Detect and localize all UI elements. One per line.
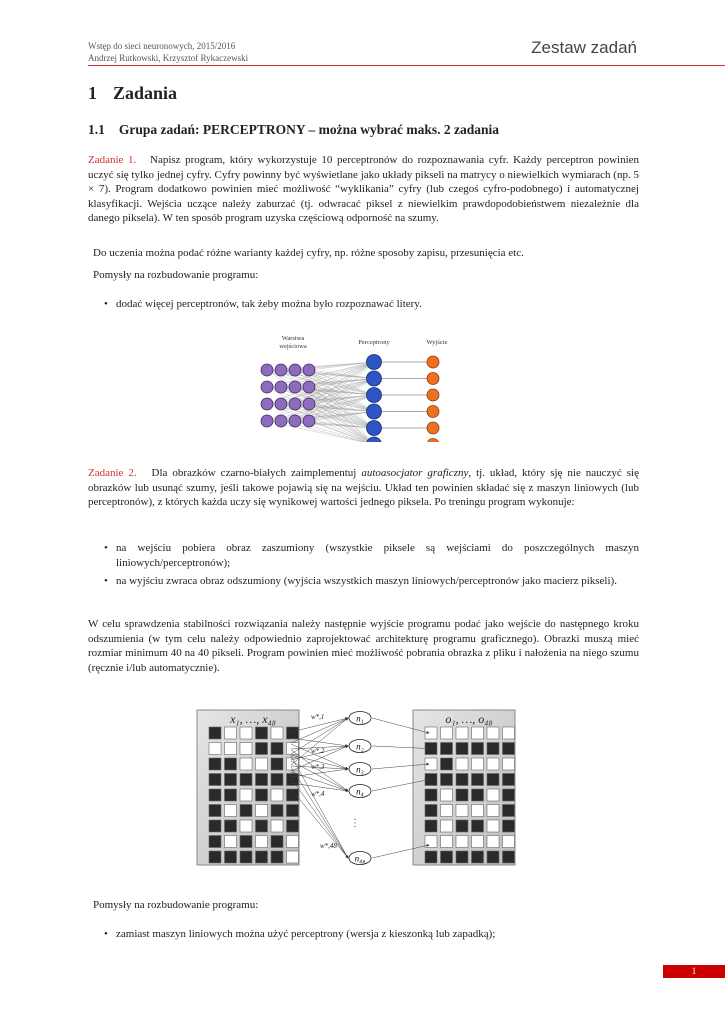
pixel [472, 851, 484, 863]
task2-emphasis: autoasocjator graficzny [361, 467, 469, 479]
pixel [441, 836, 453, 848]
pixel [441, 820, 453, 832]
task2-bullet-list [88, 541, 639, 593]
pixel [256, 727, 268, 739]
input-neuron [275, 398, 287, 410]
pixel [472, 805, 484, 817]
perceptron-layer-label: Perceptrony [358, 339, 390, 346]
input-neuron [303, 381, 315, 393]
input-neuron [261, 415, 273, 427]
pixel [225, 820, 237, 832]
perceptron-neuron [367, 371, 382, 386]
pixel [441, 805, 453, 817]
pixel [503, 758, 515, 770]
neuron-label: n₂ [356, 741, 364, 752]
page-number: 1 [663, 965, 725, 978]
input-layer-label-1: Warstwa [281, 335, 305, 342]
pixel [209, 836, 221, 848]
pixel [240, 774, 252, 786]
pixel [472, 789, 484, 801]
task2-label: Zadanie 2. [88, 467, 137, 479]
pixel [209, 789, 221, 801]
task2-paragraph-2: W celu sprawdzenia stabilności rozwiązania należy następnie wyjście programu podać jako wejście do następnego kroku odszumienia (w tym celu należy odpowiednio zaprojektować architekturę programu graficznego). Obrazki muszą mieć rozmiar minimum 40 na 40 pikseli. Program powinien mieć możliwość pobrania obrazka z pliku i nałożenia na niego szumu (ręcznie i/lub automatycznie). [88, 618, 639, 674]
pixel [256, 851, 268, 863]
authors: Andrzej Rutkowski, Krzysztof Rykaczewski [88, 53, 249, 63]
output-layer-label: Wyjście [426, 339, 448, 346]
output-neuron [427, 389, 439, 401]
pixel [209, 774, 221, 786]
pixel [209, 820, 221, 832]
pixel [287, 851, 299, 863]
pixel [456, 805, 468, 817]
pixel [472, 743, 484, 755]
pixel [441, 851, 453, 863]
pixel [487, 727, 499, 739]
perceptron-network-figure [255, 330, 455, 442]
pixel [287, 820, 299, 832]
task2-ideas-heading: Pomysły na rozbudowanie programu: [93, 899, 259, 911]
weight-label: w*,2 [311, 747, 325, 755]
pixel [287, 727, 299, 739]
pixel [503, 820, 515, 832]
pixel [425, 789, 437, 801]
pixel [271, 727, 283, 739]
task1-text: Napisz program, który wykorzystuje 10 perceptronów do rozpoznawania cyfr. Każdy perceptron powinien uczyć się tylko jednej cyfry. Cyfry powinny być wyświetlane jako układy pikseli na matrycy o niewielkich wymiarach (np. 5 × 7). Program dodatkowo powinien mieć możliwość “wyklikania” cyfry (lub czegoś cyfro-podobnego) i automatycznej klasyfikacji. Wejścia uczące należy zaburzać (tj. odwracać piksel z niewielkim prawdopodobieństwem niezależnie dla danego piksela). W ten sposób program uzyska częściową odporność na szumy. [88, 154, 640, 224]
input-neuron [289, 415, 301, 427]
task1-ideas-heading: Pomysły na rozbudowanie programu: [93, 269, 259, 281]
weight-arrow [291, 772, 348, 791]
weight-label: w*,4 [311, 790, 325, 798]
pixel [487, 805, 499, 817]
pixel [487, 820, 499, 832]
pixel [256, 743, 268, 755]
pixel [441, 727, 453, 739]
output-neuron [427, 356, 439, 368]
running-header [88, 40, 248, 64]
weight-arrow [291, 738, 348, 746]
pixel [487, 758, 499, 770]
pixel [240, 789, 252, 801]
list-item: • na wejściu pobiera obraz zaszumiony (wszystkie piksele są wejściami do poszczególnych maszyn liniowych/perceptronów); [88, 541, 639, 570]
pixel [271, 836, 283, 848]
output-neuron [427, 422, 439, 434]
pixel [271, 743, 283, 755]
pixel [487, 851, 499, 863]
course-name: Wstęp do sieci neuronowych, 2015/2016 [88, 41, 236, 51]
pixel [209, 743, 221, 755]
pixel [456, 743, 468, 755]
input-vector-title: x₁, …, x₄₈ [230, 712, 276, 726]
pixel [225, 805, 237, 817]
pixel [456, 774, 468, 786]
input-layer-label-2: wejściowa [279, 343, 307, 350]
task2-text-b: , tj. układ, który sję nie nauczyć się obrazków lub usunąć szumy, jeśli takowe pojawią się na wejściu. Układ ten powinien składać się z maszyn liniowych (lub perceptronów), z których każda uczy się wynikowej wartości jednego piksela. Po treningu program wykonuje: [88, 467, 639, 508]
pixel [503, 805, 515, 817]
pixel [240, 743, 252, 755]
pixel [225, 851, 237, 863]
task1-bullet-list [88, 297, 639, 316]
subsection-heading [88, 122, 499, 138]
pixel [271, 851, 283, 863]
perceptron-neuron [367, 421, 382, 436]
input-neuron [275, 415, 287, 427]
pixel [256, 758, 268, 770]
section-title: Zadania [113, 83, 178, 103]
autoassociator-figure [195, 700, 535, 875]
pixel [456, 758, 468, 770]
list-item: • dodać więcej perceptronów, tak żeby można było rozpoznawać litery. [88, 297, 639, 312]
pixel [271, 789, 283, 801]
neuron-label: n₃ [356, 764, 364, 775]
list-item: • na wyjściu zwraca obraz odszumiony (wyjścia wszystkich maszyn liniowych/perceptronów jako macierz pikseli). [88, 574, 639, 589]
section-heading [88, 83, 177, 104]
pixel [209, 851, 221, 863]
task2-paragraph [88, 466, 639, 510]
pixel [256, 805, 268, 817]
pixel [425, 805, 437, 817]
pixel [225, 836, 237, 848]
perceptron-neuron [367, 355, 382, 370]
pixel [225, 727, 237, 739]
pixel [425, 851, 437, 863]
pixel [503, 774, 515, 786]
input-neuron [303, 398, 315, 410]
task1-paragraph [88, 153, 639, 226]
pixel [225, 758, 237, 770]
pixel [256, 789, 268, 801]
output-vector-title: o₁, …, o₄₈ [445, 712, 493, 726]
pixel [487, 836, 499, 848]
input-neuron [289, 398, 301, 410]
pixel [287, 805, 299, 817]
header-rule [88, 65, 725, 66]
perceptron-neuron [367, 388, 382, 403]
pixel [441, 789, 453, 801]
pixel [256, 774, 268, 786]
pixel [503, 789, 515, 801]
neuron-label: n₄ [356, 786, 364, 797]
pixel [240, 758, 252, 770]
pixel [425, 774, 437, 786]
subsection-number: 1.1 [88, 122, 105, 137]
pixel [456, 851, 468, 863]
pixel [503, 836, 515, 848]
task2-text-a: Dla obrazków czarno-białych zaimplementuj [151, 467, 357, 479]
pixel [472, 758, 484, 770]
input-neuron [289, 364, 301, 376]
weight-label: w*,48 [320, 842, 337, 850]
pixel [472, 820, 484, 832]
output-neuron [427, 406, 439, 418]
input-neuron [261, 364, 273, 376]
pixel [209, 805, 221, 817]
weight-label: w*,1 [311, 713, 325, 721]
pixel [441, 743, 453, 755]
pixel [225, 743, 237, 755]
pixel [441, 758, 453, 770]
input-neuron [275, 381, 287, 393]
input-neuron [303, 364, 315, 376]
pixel [472, 727, 484, 739]
pixel [209, 758, 221, 770]
neuron-nodes [311, 712, 371, 865]
perceptron-neuron [367, 404, 382, 419]
pixel [456, 820, 468, 832]
pixel [456, 836, 468, 848]
pixel [441, 774, 453, 786]
pixel [240, 836, 252, 848]
pixel [503, 743, 515, 755]
pixel [271, 758, 283, 770]
pixel [240, 727, 252, 739]
output-neuron [427, 439, 439, 443]
pixel [487, 789, 499, 801]
pixel [503, 727, 515, 739]
task1-label: Zadanie 1. [88, 154, 137, 166]
pixel [225, 774, 237, 786]
task2-bullet-list-2 [88, 927, 639, 946]
pixel [209, 727, 221, 739]
pixel [256, 820, 268, 832]
pixel [271, 774, 283, 786]
pixel [472, 836, 484, 848]
output-neuron [427, 373, 439, 385]
input-neuron [261, 381, 273, 393]
pixel [456, 727, 468, 739]
pixel [287, 836, 299, 848]
neuron-label: n₁ [356, 713, 364, 724]
pixel [240, 805, 252, 817]
section-number: 1 [88, 83, 97, 103]
list-item: • zamiast maszyn liniowych można użyć perceptrony (wersja z kieszonką lub zapadką); [88, 927, 639, 942]
task1-paragraph-2: Do uczenia można podać różne warianty każdej cyfry, np. różne sposoby zapisu, przesunięcia etc. [93, 247, 524, 259]
input-neuron [275, 364, 287, 376]
pixel [487, 774, 499, 786]
neuron-label: n₄₈ [354, 853, 366, 864]
input-neuron [289, 381, 301, 393]
pixel [256, 836, 268, 848]
pixel [425, 820, 437, 832]
pixel [240, 851, 252, 863]
pixel [456, 789, 468, 801]
pixel [271, 820, 283, 832]
ellipsis: ⋮ [350, 818, 360, 829]
pixel [503, 851, 515, 863]
subsection-title: Grupa zadań: PERCEPTRONY – można wybrać maks. 2 zadania [118, 122, 500, 137]
pixel [225, 789, 237, 801]
input-neuron [261, 398, 273, 410]
pixel [472, 774, 484, 786]
perceptron-neuron [367, 437, 382, 442]
pixel [487, 743, 499, 755]
pixel [240, 820, 252, 832]
pixel [425, 727, 437, 739]
document-title: Zestaw zadań [531, 38, 637, 57]
input-neuron [303, 415, 315, 427]
pixel [271, 805, 283, 817]
weight-label: w*,3 [311, 763, 325, 771]
